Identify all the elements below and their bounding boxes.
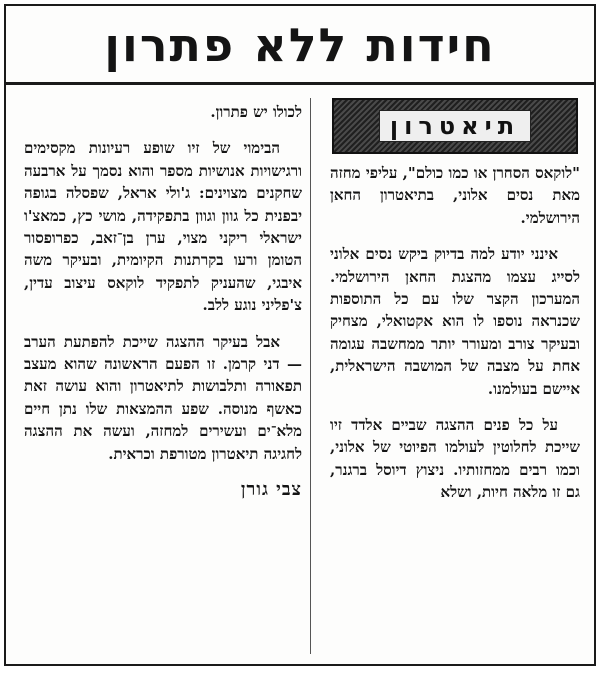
body-paragraph: אינני יודע למה בדיוק ביקש נסים אלוני לסייג עצמו מהצגת החאן הירושלמי. המערכון הקצר שלו עם כל התוספות שכנראה נוספו לו הוא אקטואלי, מצחיק ובעיקר צורב ומעורר יותר ממחשבה עגומה אחת על מצבה של המושבה הישראלית, איישם בעולמנו. [330,245,580,398]
right-column [330,98,580,518]
newspaper-clipping [4,4,596,666]
play-credit-paragraph: "לוקאס הסחרן או כמו כולם", עליפי מחזה מאת נסים אלוני, בתיאטרון החאן הירושלמי. [330,164,580,227]
body-paragraph: הבימוי של זיו שופע רעיונות מקסימים ורגישויות אנושיות מספר והוא נסמך על ארבעה שחקנים מצוינים: ג'ולי אראל, שפסלה בגופה יבפנית כל גוון וגוון בתפקידה, מושי כץ, כמאצ'ו ישראלי ריקני מצוי, ערן בן־זאב, כפרופסור הטומן ורעו בקרתנות הקיומית, ובעיקר משה איבגי, שהעניק לתפקיד לוקאס עיצוב עדין, צ'פליני נוגע ללב. [24,139,302,315]
theater-section-logo [332,98,578,154]
headline: חידות ללא פתרון [6,14,594,85]
logo-text: תיאטרון [379,110,531,142]
left-column [24,101,302,502]
body-paragraph: על כל פנים ההצגה שביים אלדד זיו שייכת לחלוטין לעולמו הפיוטי של אלוני, וכמו רבים ממחזותיו. ניצוץ דיוסל ברגנר, גם זו מלאה חיות, ושלא [330,416,580,502]
column-divider [310,98,311,654]
body-paragraph: לכולו יש פתרון. [210,103,302,121]
body-paragraph: אבל בעיקר ההצגה שייכת להפתעת הערב — דני קרמן. זו הפעם הראשונה שהוא מעצב תפאורה ותלבושות לתיאטרון והוא עושה זאת כאשף מנוסה. שפע ההמצאות שלו נתן חיים מלא־ים ועשירים למחזה, ועשה את ההצגה לחגיגה תיאטרון מטורפת וכראית. [24,332,302,463]
author-signature: צבי גורן [240,479,302,501]
